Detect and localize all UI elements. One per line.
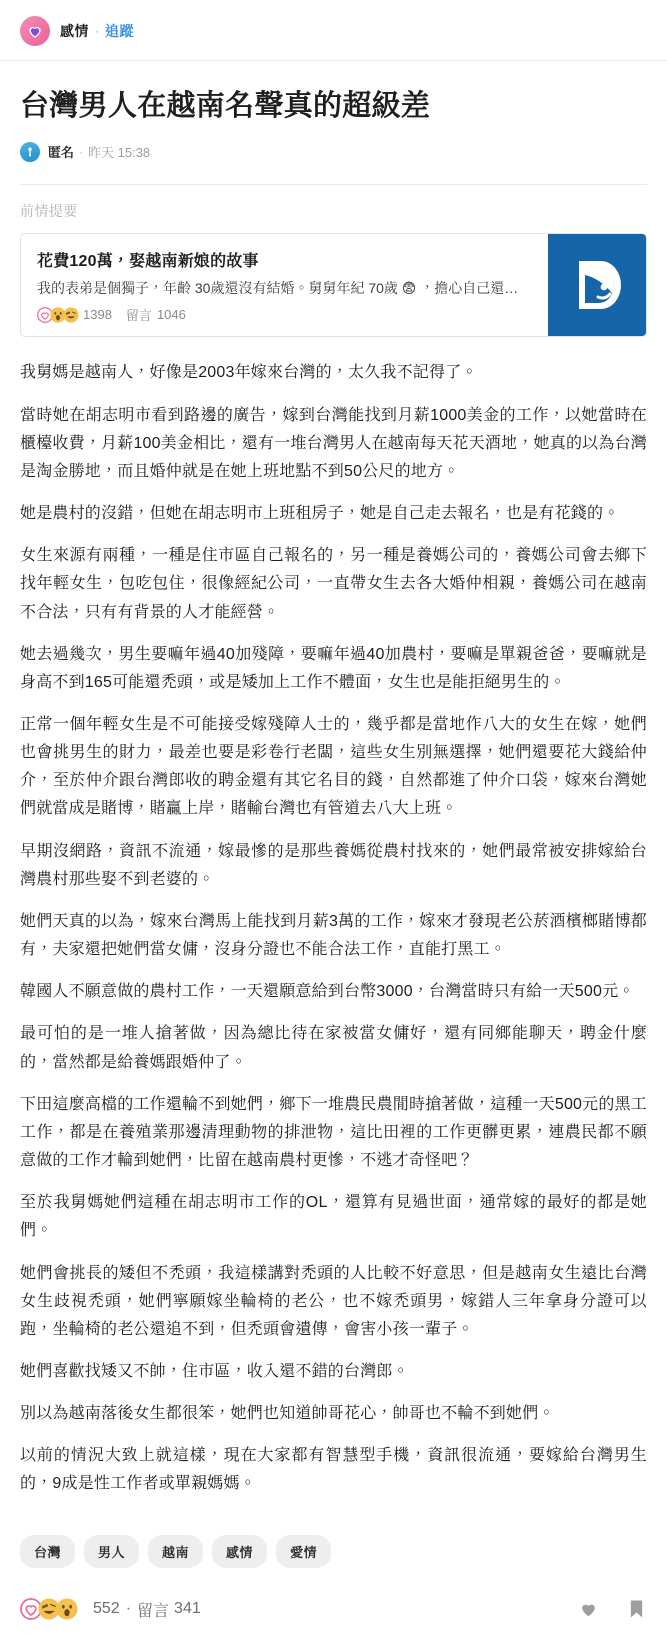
footer-comments-count: 341 [174, 1600, 201, 1618]
footer-reaction-count: 552 [93, 1600, 120, 1618]
anonymous-avatar-icon [20, 142, 40, 162]
article-paragraph: 至於我舅媽她們這種在胡志明市工作的OL，還算有見過世面，通常嫁的最好的都是她們。 [20, 1194, 647, 1240]
post-author[interactable]: 匿名 [48, 145, 75, 161]
heart-icon[interactable] [577, 1598, 599, 1620]
tag-item[interactable]: 越南 [148, 1535, 203, 1568]
article-paragraph: 早期沒網路，資訊不流通，嫁最慘的是那些養媽從農村找來的，她們最常被安排嫁給台灣農村那些娶不到老婆的。 [20, 842, 647, 888]
footer-separator: · [125, 1600, 132, 1618]
preview-comments-count: 1046 [156, 307, 186, 323]
preview-reaction-count: 1398 [83, 307, 112, 323]
footer-comments-label[interactable]: 留言 [137, 1602, 170, 1620]
forum-separator: · [95, 24, 99, 38]
preview-card-description: 我的表弟是個獨子，年齡 30歲還沒有結婚。舅舅年紀 70歲 😨 ，擔心自己還… [37, 279, 519, 296]
follow-button[interactable]: 追蹤 [105, 23, 134, 39]
tag-item[interactable]: 台灣 [20, 1535, 75, 1568]
tag-item[interactable]: 愛情 [276, 1535, 331, 1568]
footer-actions [577, 1598, 647, 1620]
article-paragraph: 當時她在胡志明市看到路邊的廣告，嫁到台灣能找到月薪1000美金的工作，以她當時在櫃檯收費，月薪100美金相比，還有一堆台灣男人在越南每天花天酒地，她真的以為台灣是淘金勝地，而且婚仲就是在她上班地點不到50公尺的地方。 [20, 406, 647, 480]
forum-name[interactable]: 感情 [60, 23, 89, 39]
reaction-stack [37, 307, 76, 323]
meta-separator: · [79, 144, 84, 159]
preview-card-body [21, 234, 548, 337]
post-timestamp: 昨天 15:38 [88, 145, 151, 161]
article-paragraph: 女生來源有兩種，一種是住市區自己報名的，另一種是養媽公司的，養媽公司會去鄉下找年輕女生，包吃包住，很像經紀公司，一直帶女生去各大婚仲相親，養媽公司在越南不合法，只有有背景的人才能經營。 [20, 547, 647, 621]
reaction-stack[interactable] [20, 1598, 74, 1620]
article-body [0, 343, 667, 1498]
tag-item[interactable]: 感情 [212, 1535, 267, 1568]
article-paragraph: 別以為越南落後女生都很笨，她們也知道帥哥花心，帥哥也不輪不到她們。 [20, 1405, 555, 1423]
page-title: 台灣男人在越南名聲真的超級差 [20, 90, 431, 122]
astonished-reaction-icon [56, 1598, 78, 1620]
preview-card-stats [37, 305, 534, 324]
footer-action-bar [0, 1568, 667, 1647]
article-paragraph: 她是農村的沒錯，但她在胡志明市上班租房子，她是自己走去報名，也是有花錢的。 [20, 505, 620, 523]
dcard-logo-icon [548, 234, 646, 337]
tag-list [0, 1513, 667, 1568]
article-paragraph: 我舅媽是越南人，好像是2003年嫁來台灣的，太久我不記得了。 [20, 364, 478, 382]
article-paragraph: 她去過幾次，男生要嘛年過40加殘障，要嘛年過40加農村，要嘛是單親爸爸，要嘛就是身高不到165可能還禿頭，或是矮加上工作不體面，女生也是能拒絕男生的。 [20, 645, 647, 691]
post-meta [20, 142, 647, 184]
article-paragraph: 以前的情況大致上就這樣，現在大家都有智慧型手機，資訊很流通，要嫁給台灣男生的，9成是性工作者或單親媽媽。 [20, 1447, 647, 1493]
preview-section [0, 185, 667, 344]
preview-card-title[interactable]: 花費120萬，娶越南新娘的故事 [37, 252, 259, 270]
forum-bar [0, 0, 667, 61]
tag-item[interactable]: 男人 [84, 1535, 139, 1568]
article-paragraph: 她們喜歡找矮又不帥，住市區，收入還不錯的台灣郎。 [20, 1362, 409, 1380]
article-paragraph: 她們會挑長的矮但不禿頭，我這樣講對禿頭的人比較不好意思，但是越南女生遠比台灣女生歧視禿頭，她們寧願嫁坐輪椅的老公，也不嫁禿頭男，嫁錯人三年拿身分證可以跑，坐輪椅的老公還追不到，但禿頭會遺傳，會害小孩一輩子。 [20, 1264, 647, 1338]
article-paragraph: 韓國人不願意做的農村工作，一天還願意給到台幣3000，台灣當時只有給一天500元。 [20, 983, 635, 1001]
bookmark-icon[interactable] [625, 1598, 647, 1620]
article-paragraph: 最可怕的是一堆人搶著做，因為總比待在家被當女傭好，還有同鄉能聊天，聘金什麼的，當然都是給養媽跟婚仲了。 [20, 1025, 647, 1071]
article-paragraph: 正常一個年輕女生是不可能接受嫁殘障人士的，幾乎都是當地作八大的女生在嫁，她們也會挑男生的財力，最差也要是彩卷行老闆，這些女生別無選擇，她們還要花大錢給仲介，至於仲介跟台灣郎收的聘金還有其它名目的錢，自然都進了仲介口袋，嫁來台灣她們就當成是賭博，賭贏上岸，賭輸台灣也有管道去八大上班。 [20, 716, 647, 818]
preview-comments-label: 留言 [125, 308, 152, 324]
rofl-reaction-icon [63, 307, 79, 323]
article-paragraph: 下田這麼高檔的工作還輪不到她們，鄉下一堆農民農閒時搶著做，這種一天500元的黑工工作，都是在養殖業那邊清理動物的排泄物，這比田裡的工作更髒更累，連農民都不願意做的工作才輪到她們，比留在越南農村更慘，不逃才奇怪吧？ [20, 1095, 647, 1170]
article-paragraph: 她們天真的以為，嫁來台灣馬上能找到月薪3萬的工作，嫁來才發現老公菸酒檳榔賭博都有，夫家還把她們當女傭，沒身分證也不能合法工作，直能打黑工。 [20, 912, 647, 959]
post-header [0, 61, 667, 184]
heart-logo-icon[interactable] [20, 16, 50, 46]
preview-card[interactable] [20, 233, 647, 338]
footer-stats[interactable] [20, 1598, 577, 1621]
preview-label: 前情提要 [20, 202, 78, 219]
